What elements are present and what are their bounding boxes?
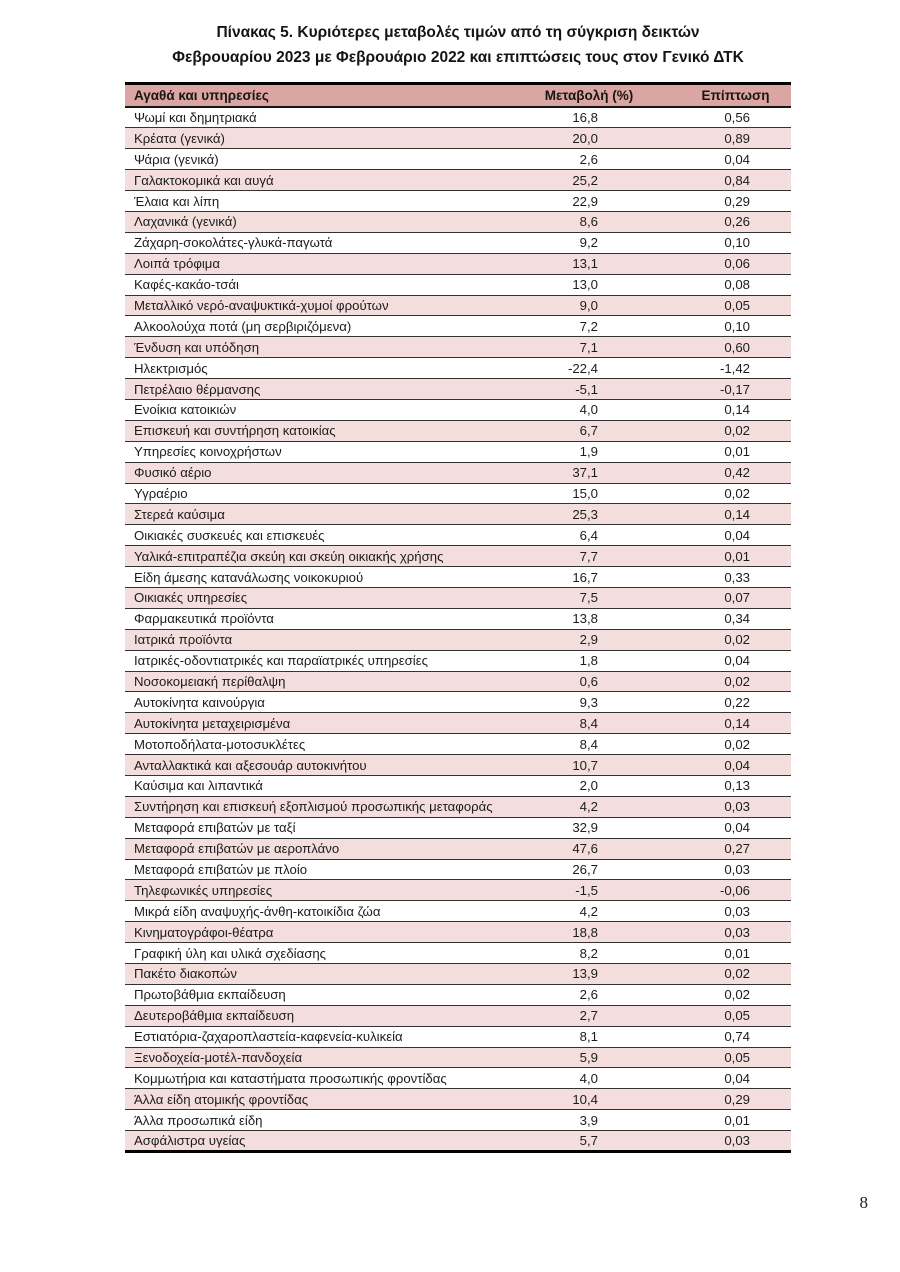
cell-impact: 0,03	[660, 796, 791, 817]
cell-goods-service: Ψωμί και δημητριακά	[125, 107, 500, 128]
cell-change-percent: 13,1	[500, 253, 660, 274]
cell-change-percent: 3,9	[500, 1110, 660, 1131]
cell-impact: 0,14	[660, 713, 791, 734]
cell-impact: 0,34	[660, 608, 791, 629]
cell-goods-service: Ένδυση και υπόδηση	[125, 337, 500, 358]
table-row	[125, 608, 791, 629]
cell-change-percent: 7,2	[500, 316, 660, 337]
cell-impact: 0,29	[660, 191, 791, 212]
table-row	[125, 462, 791, 483]
table-row	[125, 379, 791, 400]
table-row	[125, 1131, 791, 1152]
table-row	[125, 191, 791, 212]
cell-change-percent: 5,9	[500, 1047, 660, 1068]
cell-change-percent: 16,8	[500, 107, 660, 128]
cell-goods-service: Εστιατόρια-ζαχαροπλαστεία-καφενεία-κυλικεία	[125, 1026, 500, 1047]
table-row	[125, 1005, 791, 1026]
table-row	[125, 838, 791, 859]
table-header	[125, 84, 791, 108]
table-row	[125, 1110, 791, 1131]
cell-goods-service: Επισκευή και συντήρηση κατοικίας	[125, 420, 500, 441]
cell-impact: 0,01	[660, 441, 791, 462]
cell-change-percent: 5,7	[500, 1131, 660, 1152]
table-body	[125, 107, 791, 1152]
cell-goods-service: Καφές-κακάο-τσάι	[125, 274, 500, 295]
cell-impact: 0,02	[660, 984, 791, 1005]
cell-goods-service: Τηλεφωνικές υπηρεσίες	[125, 880, 500, 901]
cell-goods-service: Λοιπά τρόφιμα	[125, 253, 500, 274]
cell-change-percent: 10,4	[500, 1089, 660, 1110]
table-row	[125, 525, 791, 546]
cell-impact: 0,04	[660, 650, 791, 671]
cell-goods-service: Μεταφορά επιβατών με ταξί	[125, 817, 500, 838]
cell-goods-service: Μεταφορά επιβατών με πλοίο	[125, 859, 500, 880]
cell-goods-service: Πρωτοβάθμια εκπαίδευση	[125, 984, 500, 1005]
table-row	[125, 274, 791, 295]
table-row	[125, 1089, 791, 1110]
table-title-line2: Φεβρουαρίου 2023 με Φεβρουάριο 2022 και επιπτώσεις τους στον Γενικό ΔΤΚ	[172, 49, 744, 66]
cell-change-percent: 25,3	[500, 504, 660, 525]
cell-goods-service: Πετρέλαιο θέρμανσης	[125, 379, 500, 400]
cell-change-percent: 4,2	[500, 796, 660, 817]
cell-impact: 0,13	[660, 776, 791, 797]
table-row	[125, 253, 791, 274]
table-row	[125, 984, 791, 1005]
cell-impact: 0,04	[660, 817, 791, 838]
cell-goods-service: Άλλα προσωπικά είδη	[125, 1110, 500, 1131]
cell-goods-service: Γαλακτοκομικά και αυγά	[125, 170, 500, 191]
cell-impact: 0,02	[660, 420, 791, 441]
header-row	[125, 84, 791, 108]
table-row	[125, 734, 791, 755]
cell-impact: 0,03	[660, 901, 791, 922]
cell-change-percent: 4,0	[500, 1068, 660, 1089]
cell-change-percent: 2,0	[500, 776, 660, 797]
table-row	[125, 713, 791, 734]
table-row	[125, 504, 791, 525]
cell-impact: 0,27	[660, 838, 791, 859]
cell-impact: 0,01	[660, 1110, 791, 1131]
cell-impact: 0,08	[660, 274, 791, 295]
table-row	[125, 943, 791, 964]
cell-change-percent: -1,5	[500, 880, 660, 901]
cell-change-percent: 22,9	[500, 191, 660, 212]
table-row	[125, 859, 791, 880]
cell-impact: 0,33	[660, 567, 791, 588]
cell-change-percent: 26,7	[500, 859, 660, 880]
table-row	[125, 107, 791, 128]
cell-impact: 0,04	[660, 1068, 791, 1089]
table-row	[125, 671, 791, 692]
table-row	[125, 692, 791, 713]
cell-change-percent: 1,9	[500, 441, 660, 462]
table-row	[125, 232, 791, 253]
cell-change-percent: 1,8	[500, 650, 660, 671]
cell-goods-service: Πακέτο διακοπών	[125, 964, 500, 985]
cell-goods-service: Ιατρικά προϊόντα	[125, 629, 500, 650]
cell-goods-service: Υαλικά-επιτραπέζια σκεύη και σκεύη οικιακής χρήσης	[125, 546, 500, 567]
cell-goods-service: Καύσιμα και λιπαντικά	[125, 776, 500, 797]
table-row	[125, 755, 791, 776]
table-row	[125, 295, 791, 316]
cell-goods-service: Μικρά είδη αναψυχής-άνθη-κατοικίδια ζώα	[125, 901, 500, 922]
cell-goods-service: Κινηματογράφοι-θέατρα	[125, 922, 500, 943]
cell-change-percent: 2,9	[500, 629, 660, 650]
cell-change-percent: 18,8	[500, 922, 660, 943]
cell-change-percent: -22,4	[500, 358, 660, 379]
cell-impact: 0,04	[660, 755, 791, 776]
cell-goods-service: Αλκοολούχα ποτά (μη σερβιριζόμενα)	[125, 316, 500, 337]
cell-impact: 0,05	[660, 295, 791, 316]
page-number: 8	[859, 1193, 868, 1212]
cell-impact: 0,10	[660, 316, 791, 337]
cell-impact: 0,29	[660, 1089, 791, 1110]
cell-goods-service: Υπηρεσίες κοινοχρήστων	[125, 441, 500, 462]
table-row	[125, 1047, 791, 1068]
cell-change-percent: 25,2	[500, 170, 660, 191]
table-row	[125, 629, 791, 650]
cell-impact: 0,02	[660, 964, 791, 985]
cell-impact: 0,02	[660, 483, 791, 504]
cell-goods-service: Άλλα είδη ατομικής φροντίδας	[125, 1089, 500, 1110]
table-row	[125, 817, 791, 838]
cell-change-percent: 32,9	[500, 817, 660, 838]
cell-goods-service: Αυτοκίνητα μεταχειρισμένα	[125, 713, 500, 734]
cell-goods-service: Έλαια και λίπη	[125, 191, 500, 212]
cell-impact: 0,42	[660, 462, 791, 483]
cell-impact: 0,07	[660, 587, 791, 608]
cell-change-percent: 13,9	[500, 964, 660, 985]
table-row	[125, 441, 791, 462]
cell-impact: -1,42	[660, 358, 791, 379]
cell-change-percent: 13,8	[500, 608, 660, 629]
cell-impact: -0,17	[660, 379, 791, 400]
table-row	[125, 149, 791, 170]
cell-goods-service: Ανταλλακτικά και αξεσουάρ αυτοκινήτου	[125, 755, 500, 776]
cell-impact: 0,01	[660, 546, 791, 567]
cell-goods-service: Δευτεροβάθμια εκπαίδευση	[125, 1005, 500, 1026]
table-title	[125, 20, 791, 70]
cell-goods-service: Κομμωτήρια και καταστήματα προσωπικής φροντίδας	[125, 1068, 500, 1089]
table-row	[125, 211, 791, 232]
cell-goods-service: Ηλεκτρισμός	[125, 358, 500, 379]
table-row	[125, 483, 791, 504]
header-impact: Επίπτωση	[660, 84, 791, 108]
table-row	[125, 901, 791, 922]
cell-goods-service: Μεταφορά επιβατών με αεροπλάνο	[125, 838, 500, 859]
table-row	[125, 1068, 791, 1089]
cell-impact: 0,03	[660, 922, 791, 943]
header-goods-services: Αγαθά και υπηρεσίες	[125, 84, 500, 108]
cell-change-percent: 8,4	[500, 713, 660, 734]
table-row	[125, 1026, 791, 1047]
cell-change-percent: 2,7	[500, 1005, 660, 1026]
cell-impact: 0,14	[660, 399, 791, 420]
cell-change-percent: 4,2	[500, 901, 660, 922]
table-row	[125, 420, 791, 441]
cell-impact: 0,89	[660, 128, 791, 149]
cell-change-percent: 2,6	[500, 984, 660, 1005]
table-row	[125, 170, 791, 191]
cell-impact: 0,04	[660, 149, 791, 170]
cell-change-percent: 10,7	[500, 755, 660, 776]
cell-impact: 0,26	[660, 211, 791, 232]
cell-impact: 0,10	[660, 232, 791, 253]
header-change-percent: Μεταβολή (%)	[500, 84, 660, 108]
cell-change-percent: 9,0	[500, 295, 660, 316]
cell-change-percent: 37,1	[500, 462, 660, 483]
cell-goods-service: Νοσοκομειακή περίθαλψη	[125, 671, 500, 692]
cell-impact: 0,74	[660, 1026, 791, 1047]
cell-change-percent: 7,7	[500, 546, 660, 567]
table-row	[125, 964, 791, 985]
cell-change-percent: 8,2	[500, 943, 660, 964]
cell-goods-service: Γραφική ύλη και υλικά σχεδίασης	[125, 943, 500, 964]
table-row	[125, 796, 791, 817]
cell-change-percent: 9,2	[500, 232, 660, 253]
cell-goods-service: Στερεά καύσιμα	[125, 504, 500, 525]
cell-change-percent: 47,6	[500, 838, 660, 859]
cell-impact: 0,84	[660, 170, 791, 191]
table-row	[125, 337, 791, 358]
cell-goods-service: Ενοίκια κατοικιών	[125, 399, 500, 420]
cell-change-percent: 8,1	[500, 1026, 660, 1047]
cell-goods-service: Υγραέριο	[125, 483, 500, 504]
table-row	[125, 880, 791, 901]
cell-impact: 0,56	[660, 107, 791, 128]
table-row	[125, 358, 791, 379]
cell-change-percent: 6,4	[500, 525, 660, 546]
cell-goods-service: Λαχανικά (γενικά)	[125, 211, 500, 232]
cell-goods-service: Φυσικό αέριο	[125, 462, 500, 483]
cell-change-percent: 15,0	[500, 483, 660, 504]
cell-goods-service: Κρέατα (γενικά)	[125, 128, 500, 149]
cell-impact: 0,05	[660, 1005, 791, 1026]
cell-impact: 0,22	[660, 692, 791, 713]
cell-impact: 0,02	[660, 671, 791, 692]
cell-goods-service: Φαρμακευτικά προϊόντα	[125, 608, 500, 629]
cell-goods-service: Αυτοκίνητα καινούργια	[125, 692, 500, 713]
table-row	[125, 399, 791, 420]
cell-impact: 0,01	[660, 943, 791, 964]
cell-impact: 0,05	[660, 1047, 791, 1068]
cell-change-percent: 7,1	[500, 337, 660, 358]
cell-impact: 0,60	[660, 337, 791, 358]
table-row	[125, 567, 791, 588]
cell-impact: 0,02	[660, 629, 791, 650]
cell-goods-service: Είδη άμεσης κατανάλωσης νοικοκυριού	[125, 567, 500, 588]
cell-change-percent: 13,0	[500, 274, 660, 295]
cell-change-percent: 20,0	[500, 128, 660, 149]
cell-change-percent: 7,5	[500, 587, 660, 608]
table-row	[125, 776, 791, 797]
cell-change-percent: 0,6	[500, 671, 660, 692]
cell-change-percent: 2,6	[500, 149, 660, 170]
cell-change-percent: 8,4	[500, 734, 660, 755]
cell-goods-service: Οικιακές συσκευές και επισκευές	[125, 525, 500, 546]
table-row	[125, 128, 791, 149]
cell-goods-service: Μεταλλικό νερό-αναψυκτικά-χυμοί φρούτων	[125, 295, 500, 316]
cell-goods-service: Ιατρικές-οδοντιατρικές και παραϊατρικές υπηρεσίες	[125, 650, 500, 671]
table-row	[125, 922, 791, 943]
cell-goods-service: Ζάχαρη-σοκολάτες-γλυκά-παγωτά	[125, 232, 500, 253]
cell-goods-service: Οικιακές υπηρεσίες	[125, 587, 500, 608]
cell-change-percent: 8,6	[500, 211, 660, 232]
cell-impact: 0,03	[660, 859, 791, 880]
table-row	[125, 316, 791, 337]
cell-change-percent: 6,7	[500, 420, 660, 441]
cell-goods-service: Ξενοδοχεία-μοτέλ-πανδοχεία	[125, 1047, 500, 1068]
cell-change-percent: 16,7	[500, 567, 660, 588]
cell-impact: 0,04	[660, 525, 791, 546]
cell-goods-service: Ασφάλιστρα υγείας	[125, 1131, 500, 1152]
cell-impact: 0,14	[660, 504, 791, 525]
table-row	[125, 587, 791, 608]
cell-impact: -0,06	[660, 880, 791, 901]
cpi-changes-table	[125, 82, 791, 1153]
cell-impact: 0,06	[660, 253, 791, 274]
cell-change-percent: 4,0	[500, 399, 660, 420]
cell-impact: 0,02	[660, 734, 791, 755]
cell-goods-service: Συντήρηση και επισκευή εξοπλισμού προσωπικής μεταφοράς	[125, 796, 500, 817]
table-title-line1: Πίνακας 5. Κυριότερες μεταβολές τιμών από τη σύγκριση δεικτών	[216, 24, 700, 41]
cell-impact: 0,03	[660, 1131, 791, 1152]
cell-goods-service: Μοτοποδήλατα-μοτοσυκλέτες	[125, 734, 500, 755]
table-row	[125, 546, 791, 567]
cell-goods-service: Ψάρια (γενικά)	[125, 149, 500, 170]
cell-change-percent: 9,3	[500, 692, 660, 713]
cell-change-percent: -5,1	[500, 379, 660, 400]
table-row	[125, 650, 791, 671]
